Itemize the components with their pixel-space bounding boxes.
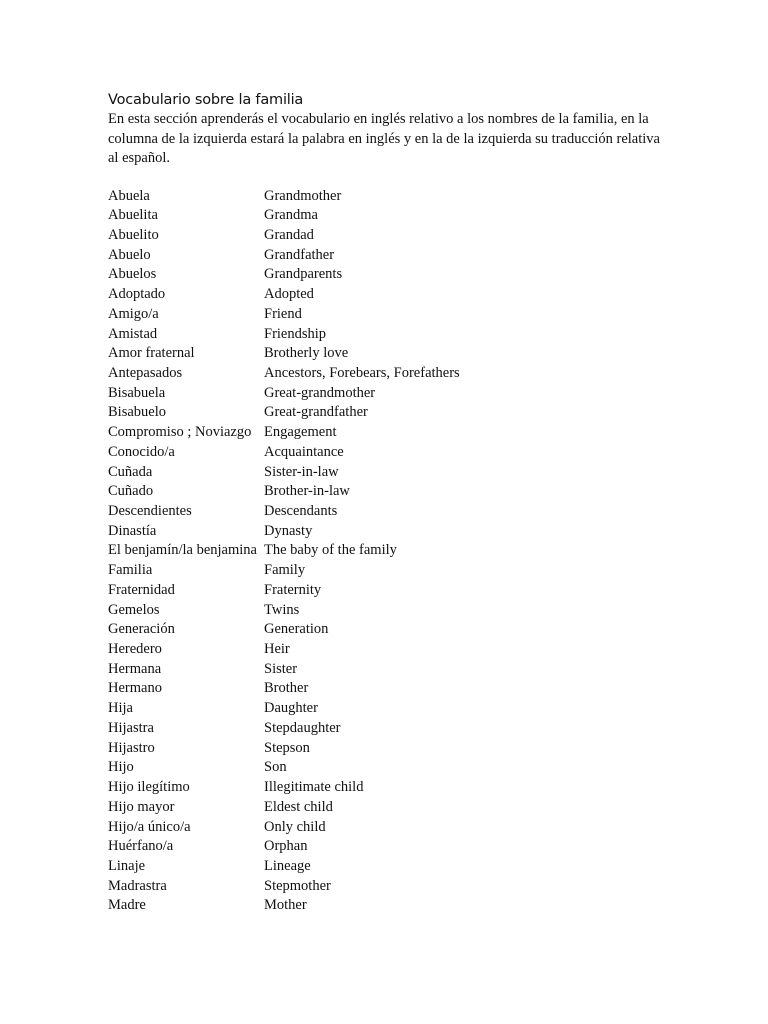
english-translation: Grandfather: [264, 246, 335, 263]
document-page: [108, 90, 668, 916]
vocab-row: [108, 403, 668, 423]
english-translation: Brotherly love: [264, 345, 349, 362]
vocab-row: [108, 384, 668, 404]
spanish-term: Amigo/a: [108, 305, 159, 322]
english-translation: Daughter: [264, 700, 318, 717]
vocab-row: [108, 482, 668, 502]
english-translation: The baby of the family: [264, 542, 397, 559]
english-translation: Grandmother: [264, 187, 342, 204]
spanish-term: Dinastía: [108, 522, 157, 539]
spanish-term: Hijastra: [108, 719, 154, 736]
vocab-row: [108, 285, 668, 305]
spanish-term: Abuelito: [108, 226, 159, 243]
english-translation: Stepson: [264, 739, 310, 756]
spanish-term: Bisabuela: [108, 384, 166, 401]
vocab-row: [108, 246, 668, 266]
vocab-row: [108, 719, 668, 739]
english-translation: Brother: [264, 680, 309, 697]
vocab-row: [108, 325, 668, 345]
english-translation: Engagement: [264, 424, 337, 441]
english-translation: Fraternity: [264, 581, 322, 598]
vocab-row: [108, 679, 668, 699]
spanish-term: Cuñado: [108, 483, 154, 500]
spanish-term: Gemelos: [108, 601, 160, 618]
vocab-row: [108, 758, 668, 778]
vocab-row: [108, 581, 668, 601]
spanish-term: Hijastro: [108, 739, 155, 756]
spanish-term: Hijo/a único/a: [108, 818, 191, 835]
vocab-row: [108, 896, 668, 916]
spanish-term: Antepasados: [108, 364, 183, 381]
vocab-row: [108, 541, 668, 561]
english-translation: Friend: [264, 305, 302, 322]
spanish-term: Hija: [108, 700, 133, 717]
spanish-term: El benjamín/la benjamina: [108, 542, 257, 559]
english-translation: Mother: [264, 897, 307, 914]
english-translation: Dynasty: [264, 522, 313, 539]
english-translation: Acquaintance: [264, 443, 344, 460]
spanish-term: Cuñada: [108, 463, 153, 480]
vocab-row: [108, 187, 668, 207]
vocab-row: [108, 837, 668, 857]
spanish-term: Hijo mayor: [108, 798, 175, 815]
vocab-row: [108, 206, 668, 226]
spanish-term: Linaje: [108, 857, 146, 874]
vocab-row: [108, 443, 668, 463]
english-translation: Friendship: [264, 325, 327, 342]
english-translation: Illegitimate child: [264, 779, 364, 796]
vocab-row: [108, 818, 668, 838]
vocab-row: [108, 305, 668, 325]
vocab-row: [108, 699, 668, 719]
vocab-row: [108, 226, 668, 246]
vocab-row: [108, 561, 668, 581]
spanish-term: Amistad: [108, 325, 158, 342]
spanish-term: Madre: [108, 897, 146, 914]
english-translation: Stepmother: [264, 877, 331, 894]
vocab-row: [108, 660, 668, 680]
english-translation: Descendants: [264, 503, 338, 519]
spanish-term: Abuelita: [108, 207, 158, 224]
vocab-row: [108, 344, 668, 364]
vocab-row: [108, 620, 668, 640]
spanish-term: Hijo ilegítimo: [108, 779, 190, 796]
spanish-term: Generación: [108, 621, 175, 638]
english-translation: Twins: [264, 601, 300, 618]
spanish-term: Hijo: [108, 759, 134, 776]
vocab-row: [108, 502, 668, 522]
spanish-term: Hermana: [108, 660, 162, 677]
intro-paragraph: En esta sección aprenderás el vocabulario en inglés relativo a los nombres de la familia, en la columna de la izquierda estará la palabra en inglés y en la de la izquierda su traducción relativa al español.: [108, 111, 660, 166]
spanish-term: Descendientes: [108, 503, 192, 519]
vocab-row: [108, 423, 668, 443]
vocab-row: [108, 601, 668, 621]
vocab-row: [108, 463, 668, 483]
english-translation: Generation: [264, 621, 329, 638]
vocab-row: [108, 739, 668, 759]
vocab-row: [108, 265, 668, 285]
spanish-term: Conocido/a: [108, 443, 175, 460]
spanish-term: Abuela: [108, 187, 150, 204]
spanish-term: Abuelo: [108, 246, 151, 263]
english-translation: Ancestors, Forebears, Forefathers: [264, 364, 460, 381]
english-translation: Heir: [264, 641, 290, 658]
english-translation: Adopted: [264, 286, 314, 303]
spanish-term: Heredero: [108, 641, 162, 658]
vocab-row: [108, 877, 668, 897]
spanish-term: Amor fraternal: [108, 345, 195, 362]
english-translation: Brother-in-law: [264, 483, 350, 500]
spanish-term: Familia: [108, 562, 153, 579]
english-translation: Sister: [264, 660, 298, 677]
english-translation: Son: [264, 759, 287, 776]
vocab-row: [108, 778, 668, 798]
spanish-term: Compromiso ; Noviazgo: [108, 424, 252, 441]
english-translation: Grandparents: [264, 266, 343, 283]
spanish-term: Adoptado: [108, 286, 166, 303]
english-translation: Grandma: [264, 207, 318, 224]
document-title: Vocabulario sobre la familia: [108, 92, 304, 108]
english-translation: Only child: [264, 818, 326, 835]
spanish-term: Madrastra: [108, 877, 167, 894]
vocabulary-list: [108, 187, 668, 917]
spanish-term: Bisabuelo: [108, 404, 166, 421]
vocab-row: [108, 522, 668, 542]
spanish-term: Huérfano/a: [108, 838, 174, 855]
english-translation: Great-grandfather: [264, 404, 368, 421]
vocab-row: [108, 640, 668, 660]
english-translation: Grandad: [264, 226, 314, 243]
spanish-term: Abuelos: [108, 266, 157, 283]
english-translation: Great-grandmother: [264, 384, 376, 401]
english-translation: Sister-in-law: [264, 463, 339, 480]
spanish-term: Hermano: [108, 680, 162, 697]
vocab-row: [108, 798, 668, 818]
english-translation: Stepdaughter: [264, 719, 341, 736]
vocab-row: [108, 857, 668, 877]
english-translation: Orphan: [264, 838, 308, 855]
english-translation: Family: [264, 562, 306, 579]
english-translation: Lineage: [264, 857, 311, 874]
vocab-row: [108, 364, 668, 384]
spanish-term: Fraternidad: [108, 581, 175, 598]
english-translation: Eldest child: [264, 798, 333, 815]
